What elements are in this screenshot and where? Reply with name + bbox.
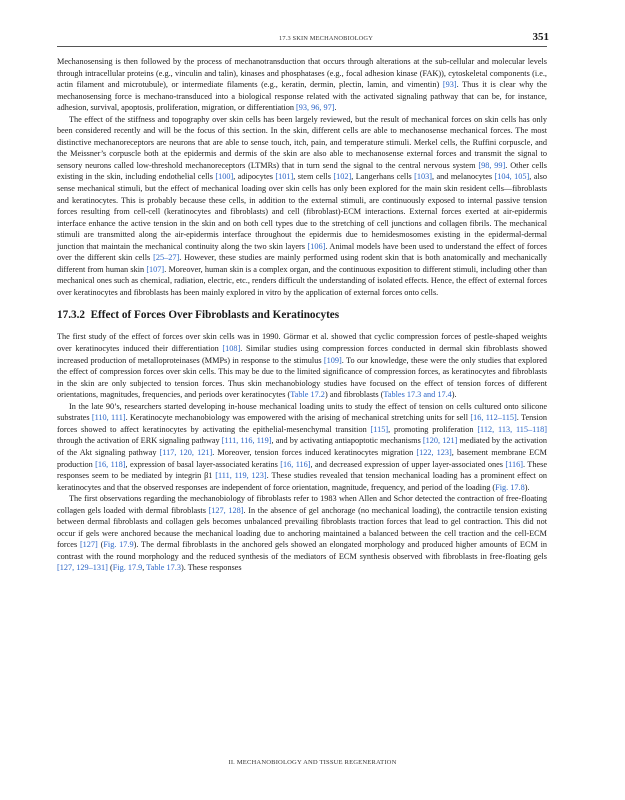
citation-link[interactable]: [98, 99] xyxy=(478,160,506,170)
citation-link[interactable]: Fig. 17.9 xyxy=(103,540,134,550)
citation-link[interactable]: [100] xyxy=(215,172,234,182)
paragraph: The first study of the effect of forces over skin cells was in 1990. Görmar et al. showed that cyclic compression forces of pestle-shaped weights over keratinocytes induced their differentiation [108]. Similar studies using compression forces conducted in dermal skin fibroblasts showed increased production of metalloproteinases (MMPs) in response to the stimulus [109]. To our knowledge, these were the only studies that explored the effect of compression forces over skin cells. This may be due to the limited significance of compression forces, as keratinocytes and fibroblasts in the skin are only subjected to tension forces. Thus skin mechanobiology studies have focused on the effect of tension forces of different orientations, magnitudes, frequencies, and periods over keratinocytes (Table 17.2) and fibroblasts (Tables 17.3 and 17.4). xyxy=(57,332,548,400)
citation-link[interactable]: [106] xyxy=(307,241,326,251)
citation-link[interactable]: Table 17.2 xyxy=(290,390,325,400)
citation-link[interactable]: [127] xyxy=(79,540,98,550)
citation-link[interactable]: [117, 120, 121] xyxy=(159,447,213,457)
citation-link[interactable]: [127, 128] xyxy=(208,505,244,515)
citation-link[interactable]: [108] xyxy=(222,344,241,354)
paragraph: The first observations regarding the mechanobiology of fibroblasts refer to 1983 when Allen and Schor detected the contraction of free-floating collagen gels loaded with dermal fibroblasts [127, 128]. In the absence of gel anchorage (no mechanical loading), the contractile tension existing between dermal fibroblasts and collagen gels becomes unbalanced prevailing fibroblasts traction forces that lead to gel contraction. This did not occur if gels were anchored because the mechanical loading due to anchoring maintained a balanced between the cell traction and the cell-ECM forces [127] (Fig. 17.9). The dermal fibroblasts in the anchored gels showed an elongated morphology and produced higher amounts of ECM in contrast with the round morphology and the reduced synthesis of the mediators of ECM synthesis observed with fibroblasts in free-floating gels [127, 129–131] (Fig. 17.9, Table 17.3). These responses xyxy=(57,494,547,573)
citation-link[interactable]: [109] xyxy=(323,355,342,365)
paragraph: In the late 90’s, researchers started developing in-house mechanical loading units to study the effect of tension on cells cultured onto silicone substrates [110, 111]. Keratinocyte mechanobiology was empowered with the arising of mechanical stretching units for sell [16, 112–115]. Tension forces showed to affect keratinocytes by activating the epithelial-mesenchymal transition [115], promoting proliferation [112, 113, 115–118] through the activation of ERK signaling pathway [111, 116, 119], and by activating antiapoptotic mechanisms [120, 121] mediated by the activation of the Akt signaling pathway [117, 120, 121]. Moreover, tension forces induced keratinocytes migration [122, 123], basement membrane ECM production [16, 118], expression of basal layer-associated keratins [16, 116], and decreased expression of upper layer-associated ones [116]. These responses seem to be mediated by integrin β1 [111, 119, 123]. These studies revealed that tension mechanical loading has a prominent effect on keratinocytes and that the observed responses are independent of force orientation, magnitude, frequency, and period of the loading (Fig. 17.8). xyxy=(57,401,548,492)
citation-link[interactable]: Fig. 17.8 xyxy=(495,482,525,492)
citation-link[interactable]: [103] xyxy=(414,172,433,182)
citation-link[interactable]: [104, 105] xyxy=(494,172,530,182)
body-text xyxy=(57,56,547,574)
citation-link[interactable]: [116] xyxy=(505,459,523,469)
section-heading xyxy=(57,308,547,322)
citation-link[interactable]: [110, 111] xyxy=(91,413,126,423)
paragraph-group-top xyxy=(57,56,547,298)
citation-link[interactable]: [115] xyxy=(370,424,389,434)
citation-link[interactable]: Fig. 17.9 xyxy=(112,563,143,573)
citation-link[interactable]: Tables 17.3 and 17.4 xyxy=(383,390,452,400)
section-title: Effect of Forces Over Fibroblasts and Keratinocytes xyxy=(90,309,340,322)
citation-link[interactable]: [127, 129–131] xyxy=(57,563,108,573)
citation-link[interactable]: [112, 113, 115–118] xyxy=(477,424,548,434)
page-header xyxy=(57,32,547,47)
citation-link[interactable]: [102] xyxy=(333,172,352,182)
citation-link[interactable]: [111, 119, 123] xyxy=(215,471,267,481)
citation-link[interactable]: [120, 121] xyxy=(422,436,458,446)
citation-link[interactable]: [25–27] xyxy=(153,253,180,263)
running-title: 17.3 SKIN MECHANOBIOLOGY xyxy=(279,35,373,42)
citation-link[interactable]: [16, 112–115] xyxy=(470,413,517,423)
citation-link[interactable]: [16, 116] xyxy=(280,459,311,469)
paragraph: Mechanosensing is then followed by the process of mechanotransduction that occurs through alterations at the sub-cellular and molecular levels through intracellular proteins (e.g., vinculin and talin), kinases and phosphatases (e.g., focal adhesion kinase (FAK)), cytoskeletal components (i.e., actin filament and microtubule), or intermediate filaments (e.g., keratin, dermin, plectin, lamin, and vimentin) [93]. Thus it is clear why the mechanosensing force is mechano-transduced into a biological response related with the activated signaling pathway that can be, for instance, adhesion, survival, apoptosis, proliferation, migration, or differentiation [93, 96, 97]. xyxy=(57,57,548,113)
citation-link[interactable]: [107] xyxy=(146,264,165,274)
citation-link[interactable]: Table 17.3 xyxy=(146,563,181,573)
citation-link[interactable]: [93] xyxy=(442,80,457,90)
citation-link[interactable]: [93, 96, 97] xyxy=(296,103,335,113)
citation-link[interactable]: [122, 123] xyxy=(416,447,452,457)
citation-link[interactable]: [101] xyxy=(275,172,294,182)
citation-link[interactable]: [111, 116, 119] xyxy=(221,436,272,446)
page-footer: II. MECHANOBIOLOGY AND TISSUE REGENERATION xyxy=(228,759,397,766)
paragraph: The effect of the stiffness and topography over skin cells has been largely reviewed, but the result of mechanical forces on skin cells has only been considered recently and will be the focus of this section. In the skin, different cells are able to mechanosense mechanical forces. The most distinctive mechanoreceptors are neurons that are able to sense touch, itch, pain, and temperature stimuli. Merkel cells, the Ruffini corpuscle, and the Meissner’s corpuscle both at the epidermis and dermis of the skin are also able to mechanosense external forces and transmit the signal to sensory neurons called low-threshold mechanoreceptors (LTMRs) that in turn send the signal to the central nervous system [98, 99]. Other cells existing in the skin, including endothelial cells [100], adipocytes [101], stem cells [102], Langerhans cells [103], and melanocytes [104, 105], also sense mechanical stimuli, but the effect of mechanical loading over skin cells has only been explored for the main skin resident cells—fibroblasts and keratinocytes. This is probably because these cells, in addition to the external stimuli, are continuously exposed to internal passive tension forces resulting from cell-cell (keratinocytes and fibroblasts) and cell (fibroblast)-ECM interactions. External forces exerted at air-epidermis interface enhance the active tension in the skin and on both cell types due to the stretching of cell junctions and collagen fibrils. The mechanical stimuli are transmitted along the air-epidermis interface throughout the epidermis due to hemidesmosomes existing in the epidermal-dermal junction that maintain the mechanical continuity along the two skin layers [106]. Animal models have been used to understand the effect of forces over the different skin cells [25–27]. However, these studies are mainly performed using rodent skin that is both anatomically and mechanically different from human skin [107]. Moreover, human skin is a complex organ, and the continuous exposition to different stimuli, including other than mechanical ones such as chemical, radiation, electric, etc., renders difficult the understanding of isolated effects. Hence, the effect of external forces over keratinocytes and fibroblasts has been mainly explored in vitro by the application of external forces onto cells. xyxy=(57,114,548,297)
section-number: 17.3.2 xyxy=(57,309,85,322)
citation-link[interactable]: [16, 118] xyxy=(95,459,126,469)
paragraph-group-bottom xyxy=(57,331,547,573)
page-number: 351 xyxy=(532,31,549,43)
